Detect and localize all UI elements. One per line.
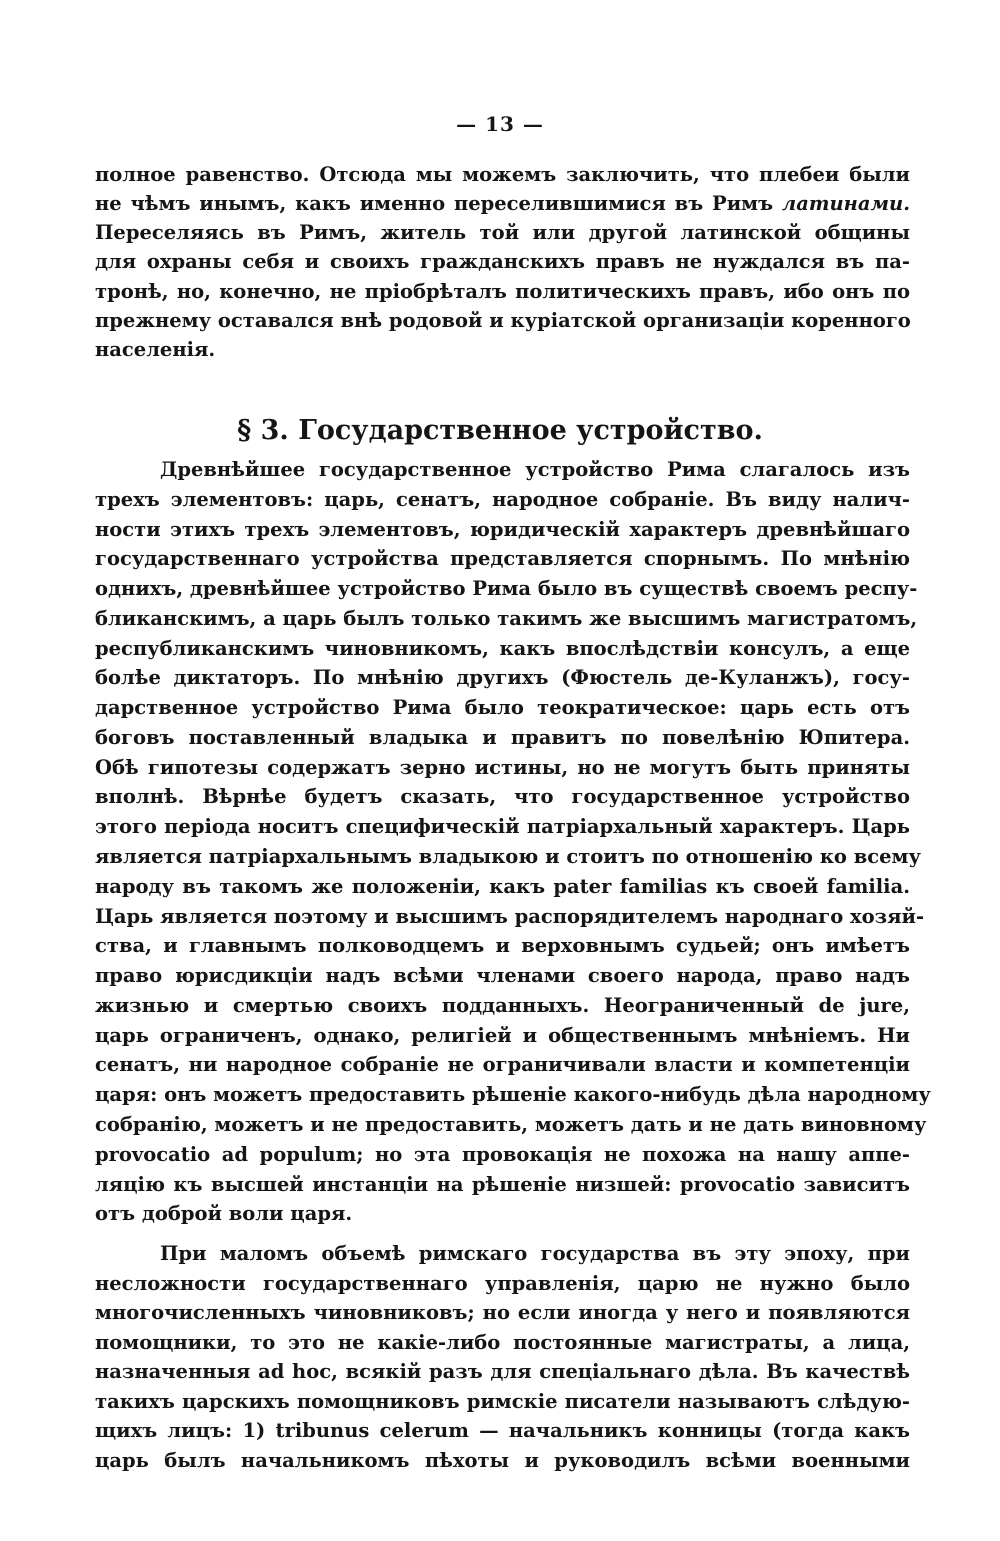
text-line: является патріархальнымъ владыкою и стоитъ по отношенію ко всему <box>95 845 921 868</box>
text-line: царь ограниченъ, однако, религіей и общественнымъ мнѣніемъ. Ни <box>95 1024 910 1047</box>
text-line: болѣе диктаторъ. По мнѣнію другихъ (Фюстель де-Куланжъ), госу- <box>95 666 910 689</box>
text-line: право юрисдикціи надъ всѣми членами своего народа, право надъ <box>95 964 910 987</box>
text-line: При маломъ объемѣ римскаго государства въ эту эпоху, при <box>160 1242 910 1265</box>
text-line: помощники, то это не какіе-либо постоянные магистраты, а лица, <box>95 1331 910 1354</box>
text-line: царь былъ начальникомъ пѣхоты и руководилъ всѣми военными <box>95 1449 910 1472</box>
text-span: не чѣмъ инымъ, какъ именно переселившимися въ Римъ <box>95 192 774 215</box>
text-line: государственнаго устройства представляется спорнымъ. По мнѣнію <box>95 547 910 570</box>
page-number: — 13 — <box>456 112 544 136</box>
text-line: народу въ такомъ же положеніи, какъ pater familias къ своей familia. <box>95 875 910 898</box>
text-line: дарственное устройство Рима было теократическое: царь есть отъ <box>95 696 910 719</box>
text-line: для охраны себя и своихъ гражданскихъ правъ не нуждался въ па- <box>95 250 910 273</box>
text-line: несложности государственнаго управленія, царю не нужно было <box>95 1272 910 1295</box>
text-line: прежнему оставался внѣ родовой и куріатской организаціи коренного <box>95 309 911 332</box>
text-line: республиканскимъ чиновникомъ, какъ впослѣдствіи консулъ, а еще <box>95 637 910 660</box>
text-line <box>95 189 910 218</box>
text-line: ности этихъ трехъ элементовъ, юридическій характеръ древнѣйшаго <box>95 518 910 541</box>
text-line: provocatio ad populum; но эта провокація не похожа на нашу аппе- <box>95 1143 910 1166</box>
text-line: этого періода носитъ специфическій патріархальный характеръ. Царь <box>95 815 910 838</box>
text-line: ляцію къ высшей инстанціи на рѣшеніе низшей: provocatio зависитъ <box>95 1173 910 1196</box>
text-line: многочисленныхъ чиновниковъ; но если иногда у него и появляются <box>95 1301 910 1324</box>
text-line: назначенныя ad hoc, всякій разъ для спеціальнаго дѣла. Въ качествѣ <box>95 1360 910 1383</box>
section-heading: § 3. Государственное устройство. <box>237 415 763 446</box>
text-line: вполнѣ. Вѣрнѣе будетъ сказать, что государственное устройство <box>95 785 910 808</box>
text-line: Обѣ гипотезы содержатъ зерно истины, но не могутъ быть приняты <box>95 756 910 779</box>
text-line: тронѣ, но, конечно, не пріобрѣталъ политическихъ правъ, ибо онъ по <box>95 280 910 303</box>
text-line: Древнѣйшее государственное устройство Рима слагалось изъ <box>160 458 910 481</box>
text-line: щихъ лицъ: 1) tribunus celerum — начальникъ конницы (тогда какъ <box>95 1419 910 1442</box>
text-line: бликанскимъ, а царь былъ только такимъ же высшимъ магистратомъ, <box>95 607 918 630</box>
text-line: Переселяясь въ Римъ, житель той или другой латинской общины <box>95 221 910 244</box>
text-line: однихъ, древнѣйшее устройство Рима было въ существѣ своемъ респу- <box>95 577 918 600</box>
text-line: боговъ поставленный владыка и правитъ по повелѣнію Юпитера. <box>95 726 910 749</box>
text-line: Царь является поэтому и высшимъ распорядителемъ народнаго хозяй- <box>95 905 925 928</box>
text-line: царя: онъ можетъ предоставить рѣшеніе какого-нибудь дѣла народному <box>95 1083 931 1106</box>
text-line: ства, и главнымъ полководцемъ и верховнымъ судьей; онъ имѣетъ <box>95 934 910 957</box>
text-line: сенатъ, ни народное собраніе не ограничивали власти и компетенціи <box>95 1053 910 1076</box>
text-line: жизнью и смертью своихъ подданныхъ. Неограниченный de jure, <box>95 994 910 1017</box>
text-line: такихъ царскихъ помощниковъ римскіе писатели называютъ слѣдую- <box>95 1390 910 1413</box>
emphasis-text: латинами. <box>781 192 910 215</box>
text-line: собранію, можетъ и не предоставить, можетъ дать и не дать виновному <box>95 1113 927 1136</box>
text-line: отъ доброй воли царя. <box>95 1202 353 1225</box>
text-line: населенія. <box>95 338 216 361</box>
text-line: трехъ элементовъ: царь, сенатъ, народное собраніе. Въ виду налич- <box>95 488 910 511</box>
text-line: полное равенство. Отсюда мы можемъ заключить, что плебеи были <box>95 163 910 186</box>
